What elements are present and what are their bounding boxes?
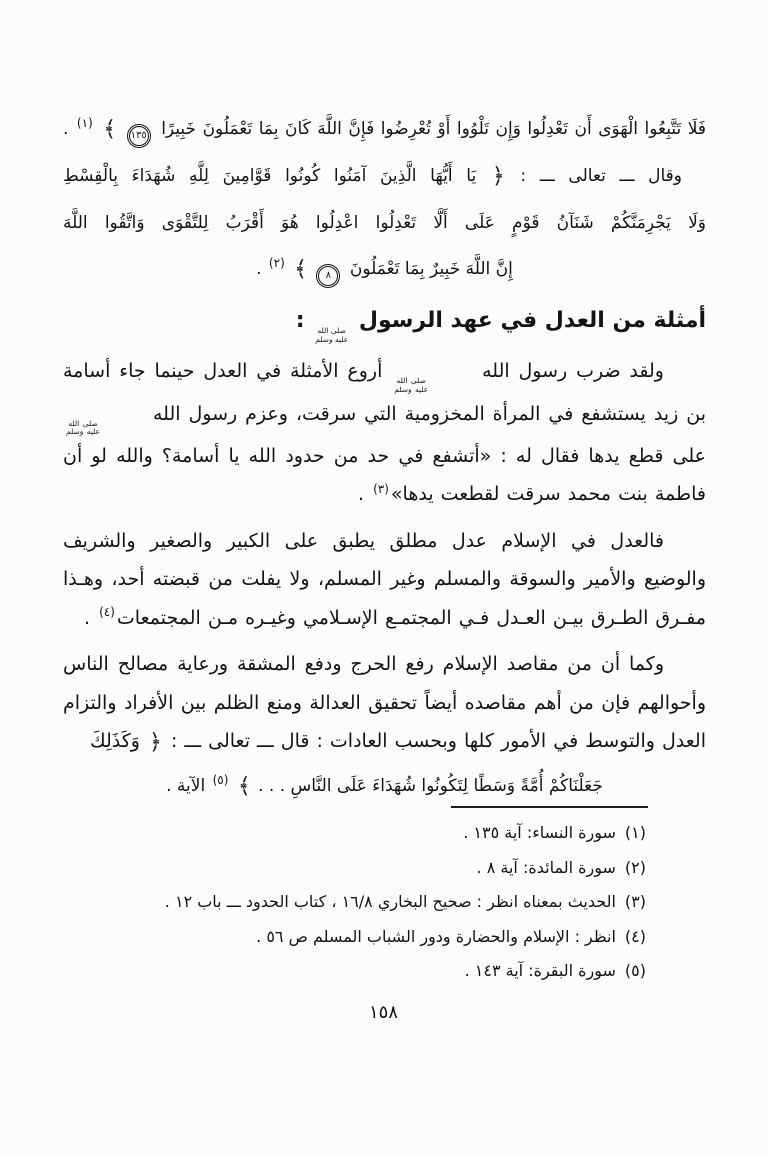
paragraph-absolute-justice (63, 522, 706, 638)
footnote-marker: (١) (624, 823, 646, 842)
footnote-ref-4: (٤) (99, 605, 115, 620)
pbuh-symbol (312, 327, 351, 344)
period-4: . (83, 606, 98, 629)
pbuh-bottom: عليه وسلم (66, 427, 101, 437)
quran-closing-bracket-1: ﴾ (103, 117, 117, 142)
pbuh-top: صلى الله (396, 376, 426, 386)
footnote-item (63, 816, 706, 851)
footnote-ref-2: (٢) (268, 256, 285, 271)
footnote-text: الحديث بمعناه انظر : صحيح البخاري ١٦/٨ ، كتاب الحدود ـــ باب ١٢ . (164, 892, 616, 911)
section-heading-text: أمثلة من العدل في عهد الرسول (358, 308, 706, 333)
paragraph-islam-objectives (63, 645, 706, 763)
footnote-ref-3: (٣) (373, 481, 389, 496)
footnote-ref-1: (١) (76, 116, 93, 131)
footnote-marker: (٤) (624, 926, 646, 946)
footnote-text: سورة النساء: آية ١٣٥ . (463, 823, 616, 842)
footnote-marker: (٥) (624, 961, 646, 980)
quran-closing-bracket-3: ﴾ (237, 773, 251, 799)
quran-quote-continuation-line (63, 765, 706, 806)
quote-tail-text: الآية . (166, 775, 206, 796)
quran-line-3-text: وَلَا يَجْرِمَنَّكُمْ شَنَآنُ قَوْمٍ عَلَى أَلَّا تَعْدِلُوا اعْدِلُوا هُوَ أَقْرَبُ لِلتَّقْوَى وَاتَّقُوا اللَّهَ (63, 213, 706, 233)
quote-ellipsis: . . . (258, 775, 286, 796)
paragraph-1-part-3: على قطع يدها فقال له : «أتشفع في حد من حدود الله يا أسامة؟ والله لو أن فاطمة بنت محمد سرقت لقطعت يدها» (63, 444, 706, 506)
footnote-text: سورة البقرة: آية ١٤٣ . (464, 961, 616, 980)
footnote-item (63, 954, 706, 989)
paragraph-1-part-1: ولقد ضرب رسول الله (482, 360, 664, 383)
speech-intro-text: وقال ـــ تعالى ـــ : (520, 166, 683, 186)
verse-number-medallion-135: ١٣٥ (129, 126, 149, 146)
footnote-item (63, 885, 706, 920)
period-3: . (357, 483, 372, 506)
footnote-text: سورة المائدة: آية ٨ . (476, 857, 616, 877)
period-2: . (256, 259, 262, 279)
quran-opening-bracket-2: ﴿ (491, 164, 505, 189)
period-1: . (63, 119, 69, 139)
quran-line-2 (63, 153, 706, 200)
pbuh-symbol (391, 377, 473, 394)
paragraph-3-text: وكما أن من مقاصد الإسلام رفع الحرج ودفع المشقة ورعاية مصالح الناس وأحوالهم فإن من أهم مقاصده أيضاً تحقيق العدالة ومنع الظلم بين الأفراد والتزام العدل والتوسط في الأمور كلها وبحسب العادات : قال ـــ تعالى ـــ : (63, 653, 706, 753)
quran-closing-bracket-2: ﴾ (294, 257, 308, 282)
footnote-marker: (٢) (624, 857, 646, 877)
quran-opening-bracket-3: ﴿ (149, 730, 162, 756)
paragraph-2-text: فالعدل في الإسلام عدل مطلق يطبق على الكبير والصغير والشريف والوضيع والأمير والسوقة والمسلم وغير المسلم، ولا يفلت من قبضته أحد، وهـذا مفـرق الطـرق بيـن العـدل فـي المجتمـع الإسـلامي وغيـره مـن المجتمعات (63, 529, 706, 629)
page-number: ١٥٨ (368, 1002, 398, 1023)
footnote-marker: (٣) (624, 892, 646, 911)
quran-line-4 (63, 246, 706, 293)
footnote-text: انظر : الإسلام والحضارة ودور الشباب المسلم ص ٥٦ . (256, 926, 616, 946)
section-heading (63, 303, 706, 344)
quran-line-4-text: إِنَّ اللَّهَ خَبِيرٌ بِمَا تَعْمَلُونَ (349, 259, 513, 279)
pbuh-top: صلى الله (68, 418, 98, 428)
pbuh-bottom: عليه وسلم (394, 384, 429, 394)
verse-number-medallion-8: ٨ (318, 266, 338, 286)
quran-line-1 (63, 106, 706, 153)
footnote-section (63, 806, 706, 989)
main-text-block (63, 106, 706, 806)
footnote-item (63, 851, 706, 886)
pbuh-symbol (63, 420, 145, 437)
footnote-ref-5: (٥) (212, 773, 229, 788)
footnote-item (63, 920, 706, 955)
paragraph-prophet-justice-example (63, 352, 706, 514)
paragraph-1-part-2: أروع الأمثلة في العدل حينما جاء أسامة بن زيد يستشفع في المرأة المخزومية التي سرقت، وعزم رسول الله (63, 360, 706, 425)
paragraph-3-quote-word: وَكَذَلِكَ (89, 730, 140, 753)
quran-line-2-text: يَا أَيُّهَا الَّذِينَ آمَنُوا كُونُوا قَوَّامِينَ لِلَّهِ شُهَدَاءَ بِالْقِسْطِ (63, 166, 477, 186)
footnote-divider (451, 806, 648, 808)
section-heading-colon: : (295, 308, 305, 333)
pbuh-bottom: عليه وسلم (315, 334, 349, 344)
pbuh-top: صلى الله (317, 326, 346, 335)
quran-line-3 (63, 200, 706, 246)
quran-line-1-text: فَلَا تَتَّبِعُوا الْهَوَى أَن تَعْدِلُوا وَإِن تَلْوُوا أَوْ تُعْرِضُوا فَإِنَّ اللَّهَ كَانَ بِمَا تَعْمَلُونَ خَبِيرًا (161, 119, 706, 139)
quran-quote-3-text: جَعَلْنَاكُمْ أُمَّةً وَسَطًا لِتَكُونُوا شُهَدَاءَ عَلَى النَّاسِ (290, 775, 603, 796)
